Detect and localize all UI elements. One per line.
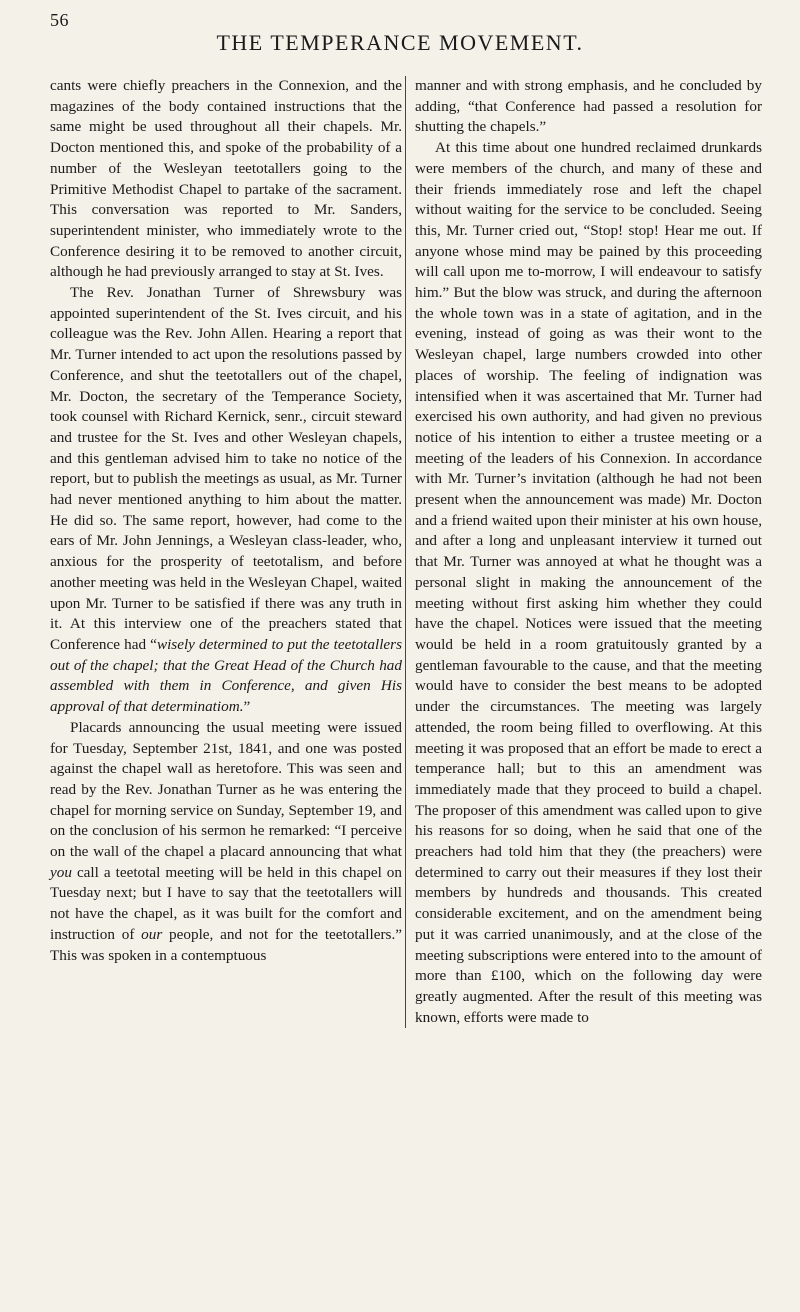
paragraph-placards	[50, 718, 402, 966]
italic-quote: wisely determined to put the teetotallers out of the chapel; that the Great Head of the Church had assembled with them in Conference, and given His approval of that determinatiom.	[50, 635, 402, 716]
text-columns	[50, 76, 762, 1028]
text-span: The Rev. Jonathan Turner of Shrewsbury was appointed superintendent of the St. Ives circuit, and his colleague was the Rev. John Allen. Hearing a report that Mr. Turner intended to act upon the resolutions passed by Conference, and shut the teetotallers out of the chapel, Mr. Docton, the secretary of the Temperance Society, took counsel with Richard Kernick, senr., circuit steward and trustee for the St. Ives and other Wesleyan chapels, and this gentleman advised him to take no notice of the report, but to publish the meetings as usual, as Mr. Turner had never mentioned anything to him about the matter. He did so. The same report, however, had come to the ears of Mr. John Jennings, a Wesleyan class-leader, who, anxious for the prosperity of teetotalism, and before another meeting was held in the Wesleyan Chapel, waited upon Mr. Turner to be satisfied if there was any truth in it. At this interview one of the preachers stated that Conference had “	[50, 284, 402, 653]
paragraph-continued: cants were chiefly preachers in the Connexion, and the magazines of the body contained instructions that the same might be used throughout all their chapels. Mr. Docton mentioned this, and spoke of the probability of a number of the Wesleyan teetotallers going to the Primitive Methodist Chapel to partake of the sacrament. This conversation was reported to Mr. Sanders, superintendent minister, who immediately wrote to the Conference desiring it to be removed to another circuit, although he had previously arranged to stay at St. Ives.	[50, 77, 402, 281]
left-column	[50, 76, 402, 1028]
italic-word: you	[50, 863, 72, 881]
text-span: Placards announcing the usual meeting were issued for Tuesday, September 21st, 1841, and one was posted against the chapel wall as heretofore. This was seen and read by the Rev. Jonathan Turner as he was entering the chapel for morning service on Sunday, September 19, and on the conclusion of his sermon he remarked: “I perceive on the wall of the chapel a placard announcing that what	[50, 718, 402, 861]
page-number: 56	[50, 10, 69, 30]
text-span: call a teetotal meeting will be held in this chapel on Tuesday next; but I have to say that the teetotallers will not have the chapel, as it was built for the comfort and instruction of	[50, 863, 402, 943]
running-head: THE TEMPERANCE MOVEMENT.	[216, 30, 584, 55]
paragraph-continued: manner and with strong emphasis, and he concluded by adding, “that Conference had passed a resolution for shutting the chapels.”	[415, 77, 762, 136]
text-span: people, and not for the teetotallers.” This was spoken in a contemptuous	[50, 925, 402, 964]
text-span: ”	[243, 698, 251, 716]
right-column	[405, 76, 762, 1028]
italic-word: our	[141, 925, 163, 943]
paragraph-reclaimed-drunkards: At this time about one hundred reclaimed drunkards were members of the church, and many of these and their friends immediately rose and left the chapel without waiting for the service to be concluded. Seeing this, Mr. Turner cried out, “Stop! stop! Hear me out. If anyone whose mind may be pained by this proceeding will call upon me to-morrow, I will endeavour to satisfy him.” But the blow was struck, and during the afternoon the whole town was in a state of agitation, and in the evening, instead of going as was their wont to the Wesleyan chapel, large numbers crowded into other places of worship. The feeling of indignation was intensified when it was ascertained that Mr. Turner had exercised his own authority, and had given no previous notice of his intention to either a trustee meeting or a meeting of the leaders of his Connexion. In accordance with Mr. Turner’s invitation (although he had not been present when the announcement was made) Mr. Docton and a friend waited upon their minister at his own house, and after a long and unpleasant interview it turned out that Mr. Turner was annoyed at what he thought was a personal slight in making the announcement of the meeting without first asking him whether they could have the chapel. Notices were issued that the meeting would be held in a room gratuitously granted by a gentleman favourable to the cause, and that the meeting would have to consider the best means to be adopted under the circumstances. The meeting was largely attended, the room being filled to overflowing. At this meeting it was proposed that an effort be made to erect a temperance hall; but to this an amendment was immediately made that they proceed to build a chapel. The proposer of this amendment was called upon to give his reasons for so doing, when he said that one of the preachers had told him that they (the preachers) were determined to carry out their measures if they lost their members by hundreds and thousands. This created considerable excitement, and on the amendment being put it was carried unanimously, and at the close of the meeting subscriptions were entered into to the amount of more than £100, which on the following day were greatly augmented. After the result of this meeting was known, efforts were made to	[415, 139, 762, 1026]
paragraph-turner-appointed	[50, 283, 402, 718]
